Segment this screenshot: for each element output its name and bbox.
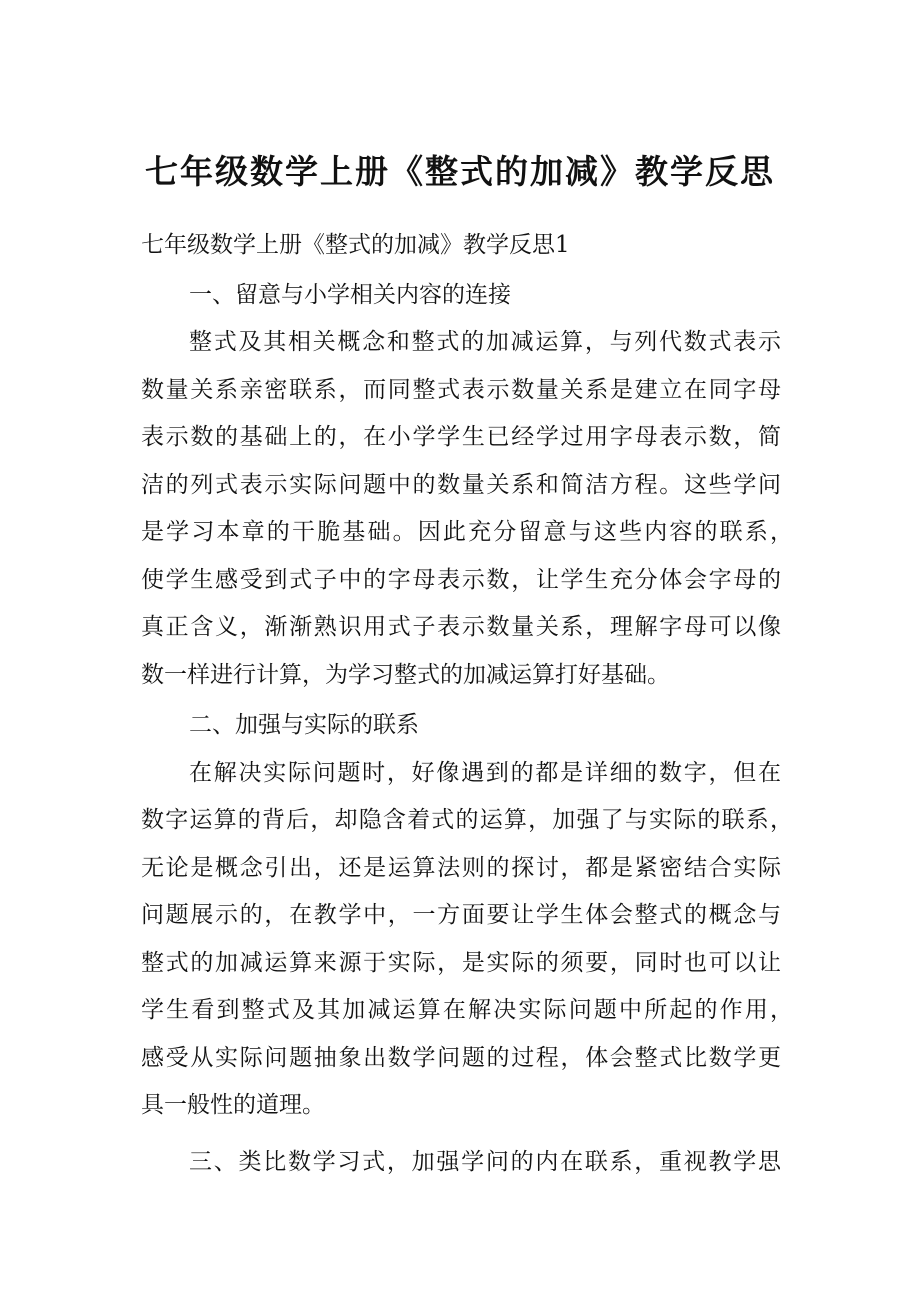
paragraph-line: 在解决实际问题时，好像遇到的都是详细的数字，但在 [189, 760, 781, 786]
section-heading: 二、加强与实际的联系 [189, 712, 419, 738]
paragraph-line: 问题展示的，在教学中，一方面要让学生体会整式的概念与 [141, 902, 781, 928]
document-subtitle: 七年级数学上册《整式的加减》教学反思1 [141, 232, 570, 258]
paragraph-line: 无论是概念引出，还是运算法则的探讨，都是紧密结合实际 [141, 855, 781, 881]
paragraph-line: 整式的加减运算来源于实际，是实际的须要，同时也可以让 [141, 950, 781, 976]
paragraph-line: 整式及其相关概念和整式的加减运算，与列代数式表示 [189, 329, 781, 355]
section-heading: 三、类比数学习式，加强学问的内在联系，重视教学思 [189, 1149, 781, 1175]
paragraph-line: 数字运算的背后，却隐含着式的运算，加强了与实际的联系， [141, 807, 793, 833]
paragraph-line: 学生看到整式及其加减运算在解决实际问题中所起的作用， [141, 997, 793, 1023]
paragraph-line: 数量关系亲密联系，而同整式表示数量关系是建立在同字母 [141, 377, 781, 403]
paragraph-line: 具一般性的道理。 [141, 1092, 325, 1118]
paragraph-line: 表示数的基础上的，在小学学生已经学过用字母表示数，简 [141, 424, 781, 450]
paragraph-line: 是学习本章的干脆基础。因此充分留意与这些内容的联系， [141, 519, 793, 545]
document-title: 七年级数学上册《整式的加减》教学反思 [145, 152, 775, 191]
paragraph-line: 真正含义，渐渐熟识用式子表示数量关系，理解字母可以像 [141, 614, 781, 640]
paragraph-line: 数一样进行计算，为学习整式的加减运算打好基础。 [141, 662, 670, 688]
paragraph-line: 使学生感受到式子中的字母表示数，让学生充分体会字母的 [141, 567, 781, 593]
section-heading: 一、留意与小学相关内容的连接 [189, 282, 511, 308]
paragraph-line: 感受从实际问题抽象出数学问题的过程，体会整式比数学更 [141, 1045, 781, 1071]
paragraph-line: 洁的列式表示实际问题中的数量关系和简洁方程。这些学问 [141, 472, 781, 498]
